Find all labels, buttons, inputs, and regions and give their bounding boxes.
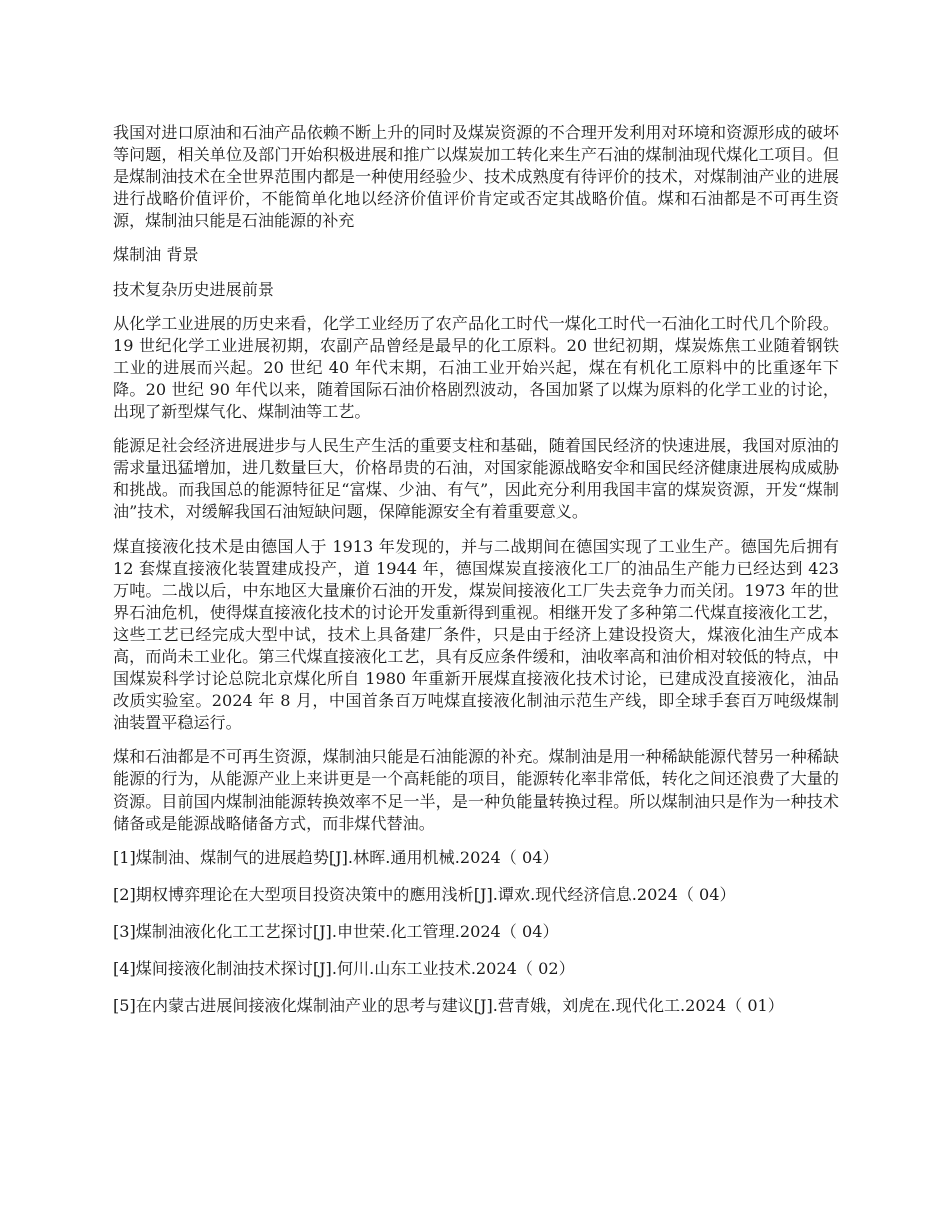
subsection-heading-history: 技术复杂历史进展前景 (113, 279, 274, 299)
reference-item-4: [4]煤间接液化制油技术探讨[J].何川.山东工业技术.2024（ 02） (113, 959, 575, 978)
reference-item-2: [2]期权博弈理论在大型项目投资决策中的應用浅析[J].谭欢.现代经济信息.2024（ 04） (113, 884, 736, 904)
document-body (113, 122, 839, 1032)
history-paragraph: 从化学工业进展的历史来看，化学工业经历了农产品化工时代一煤化工时代一石油化工时代几个阶段。19 世纪化学工业进展初期，农副产品曾经是最早的化工原料。20 世纪初期，煤炭炼焦工业随着钢铁工业的进展而兴起。20 世纪 40 年代末期，石油工业开始兴起，煤在有机化工原料中的比重逐年下降。20 世纪 90 年代以来，随着国际石油价格剧烈波动，各国加紧了以煤为原料的化学工业的讨论，出现了新型煤气化、煤制油等工艺。 (113, 313, 839, 422)
reference-item-3: [3]煤制油液化化工工艺探讨[J].申世荣.化工管理.2024（ 04） (113, 921, 559, 941)
conclusion-paragraph: 煤和石油都是不可再生资源，煤制油只能是石油能源的补充。煤制油是用一种稀缺能源代替另一种稀缺能源的行为，从能源产业上来讲更是一个高耗能的项目，能源转化率非常低，转化之间还浪费了大量的资源。目前国内煤制油能源转换效率不足一半，是一种负能量转换过程。所以煤制油只是作为一种技术储备或是能源战略储备方式，而非煤代替油。 (113, 747, 839, 833)
reference-item-1: [1]煤制油、煤制气的进展趋势[J].林晖.通用机械.2024（ 04） (113, 847, 559, 867)
intro-paragraph: 我国对进口原油和石油产品依赖不断上升的同时及煤炭资源的不合理开发利用对环境和资源形成的破坏等问题，相关单位及部门开始积极进展和推广以煤炭加工转化来生产石油的煤制油现代煤化工项目。但是煤制油技术在全世界范围内都是一种使用经验少、技术成熟度有待评价的技术，对煤制油产业的进展进行战略价值评价，不能简单化地以经济价值评价肯定或否定其战略价值。煤和石油都是不可再生资源，煤制油只能是石油能源的补充 (113, 123, 839, 231)
direct-liquefaction-paragraph: 煤直接液化技术是由德国人于 1913 年发现的，并与二战期间在德国实现了工业生产。德国先后拥有 12 套煤直接液化装置建成投产，道 1944 年，德国煤炭直接液化工厂的油品生产能力已经达到 423 万吨。二战以后，中东地区大量廉价石油的开发，煤炭间接液化工厂失去竞争力而关闭。1973 年的世界石油危机，使得煤直接液化技术的讨论开发重新得到重视。相继开发了多种第二代煤直接液化工艺，这些工艺已经完成大型中试，技术上具备建厂条件，只是由于经济上建设投资大，煤液化油生产成本高，而尚未工业化。第三代煤直接液化工艺，具有反应条件缓和，油收率高和油价相对较低的特点，中国煤炭科学讨论总院北京煤化所自 1980 年重新开展煤直接液化技术讨论，已建成没直接液化，油品改质实验室。2024 年 8 月，中国首条百万吨煤直接液化制油示范生产线，即全球手套百万吨级煤制油装置平稳运行。 (113, 536, 839, 733)
section-heading-background: 煤制油 背景 (113, 245, 199, 265)
reference-item-5: [5]在内蒙古进展间接液化煤制油产业的思考与建议[J].营青娥，刘虎在.现代化工.2024（ 01） (113, 996, 784, 1016)
energy-paragraph: 能源足社会经济进展进步与人民生产生活的重要支柱和基础，随着国民经济的快速进展，我国对原油的需求量迅猛增加，进几数量巨大，价格昂贵的石油，对国家能源战略安伞和国民经济健康进展构成威胁和挑战。而我国总的能源特征足“富煤、少油、有气”，因此充分利用我国丰富的煤炭资源，开发“煤制油”技术，对缓解我国石油短缺问题，保障能源安全有着重要意义。 (113, 436, 839, 522)
